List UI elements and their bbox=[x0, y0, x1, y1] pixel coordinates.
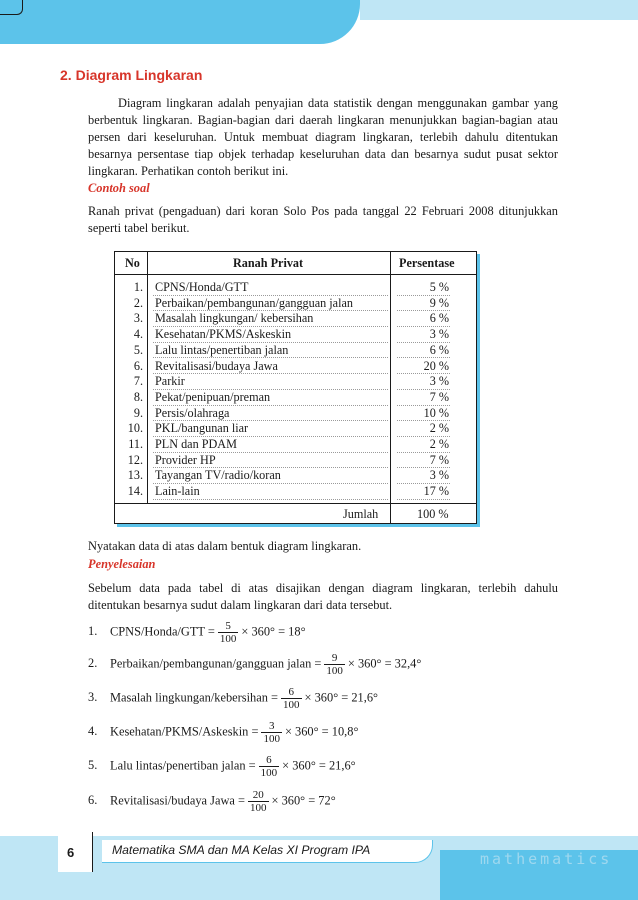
row-ranah: PLN dan PDAM bbox=[155, 437, 237, 451]
calc-result: × 360° = 21,6° bbox=[282, 758, 356, 773]
calc-label: Perbaikan/pembangunan/gangguan jalan = bbox=[110, 656, 322, 671]
table-row bbox=[115, 484, 476, 500]
row-persentase: 5 % bbox=[429, 280, 449, 294]
row-number: 8. bbox=[133, 389, 143, 404]
header-persentase: Persentase bbox=[399, 256, 455, 270]
watermark: mathematics bbox=[480, 850, 613, 868]
table-row bbox=[115, 406, 476, 422]
calculation-line bbox=[88, 686, 378, 711]
solution-paragraph: Sebelum data pada tabel di atas disajikan dengan diagram lingkaran, terlebih dahulu ditentukan besarnya sudut dalam lingkaran dari data tersebut. bbox=[88, 581, 558, 612]
calc-label: Masalah lingkungan/kebersihan = bbox=[110, 690, 279, 705]
fraction bbox=[259, 754, 280, 779]
row-ranah: Tayangan TV/radio/koran bbox=[155, 468, 281, 483]
calc-number: 6. bbox=[88, 793, 98, 808]
row-number: 12. bbox=[127, 452, 143, 467]
fraction-numerator: 20 bbox=[248, 789, 269, 802]
row-number: 9. bbox=[133, 405, 143, 420]
calc-number: 3. bbox=[88, 690, 98, 705]
row-persentase: 7 % bbox=[429, 389, 449, 404]
row-ranah: Kesehatan/PKMS/Askeskin bbox=[155, 327, 292, 342]
calc-result: × 360° = 72° bbox=[271, 793, 336, 808]
row-persentase: 3 % bbox=[429, 468, 449, 483]
section-title bbox=[60, 67, 202, 83]
row-ranah: Perbaikan/pembangunan/gangguan jalan bbox=[155, 295, 353, 310]
row-ranah: CPNS/Honda/GTT bbox=[155, 280, 249, 294]
calc-label: Kesehatan/PKMS/Askeskin = bbox=[110, 724, 259, 739]
calculation-line bbox=[88, 789, 336, 814]
footer bbox=[0, 832, 638, 900]
question-text: Nyatakan data di atas dalam bentuk diagram lingkaran. bbox=[88, 539, 362, 553]
row-number: 6. bbox=[133, 358, 143, 373]
calc-label: Lalu lintas/penertiban jalan = bbox=[110, 758, 256, 773]
row-number: 2. bbox=[133, 295, 143, 310]
header-band bbox=[0, 0, 360, 44]
table-row bbox=[115, 453, 476, 469]
calculation-line bbox=[88, 652, 421, 677]
row-number: 1. bbox=[133, 280, 143, 294]
row-persentase: 6 % bbox=[429, 342, 449, 357]
calc-number: 2. bbox=[88, 656, 98, 671]
fraction-denominator: 100 bbox=[250, 802, 267, 814]
row-persentase: 3 % bbox=[429, 327, 449, 342]
example-paragraph: Ranah privat (pengaduan) dari koran Solo Pos pada tanggal 22 Februari 2008 ditunjukkan seperti tabel berikut. bbox=[88, 204, 558, 235]
row-ranah: Lalu lintas/penertiban jalan bbox=[155, 342, 289, 357]
table-row bbox=[115, 437, 476, 453]
row-number: 5. bbox=[133, 342, 143, 357]
calculation-line bbox=[88, 754, 356, 779]
page-number-box bbox=[58, 832, 93, 872]
row-persentase: 9 % bbox=[429, 295, 449, 310]
calc-result: × 360° = 18° bbox=[241, 624, 306, 639]
row-number: 3. bbox=[133, 311, 143, 326]
row-persentase: 2 % bbox=[429, 421, 449, 436]
row-ranah: Provider HP bbox=[155, 452, 216, 467]
row-persentase: 2 % bbox=[429, 437, 449, 451]
table-row bbox=[115, 280, 476, 296]
calc-number: 5. bbox=[88, 758, 98, 773]
calculation-line bbox=[88, 720, 358, 745]
calc-result: × 360° = 10,8° bbox=[284, 724, 359, 739]
fraction bbox=[281, 686, 302, 711]
row-persentase: 20 % bbox=[423, 358, 449, 373]
table-row bbox=[115, 421, 476, 437]
header-decoration bbox=[0, 0, 638, 46]
calc-number: 4. bbox=[88, 724, 98, 739]
fraction-numerator: 3 bbox=[261, 720, 282, 733]
fraction-denominator: 100 bbox=[219, 633, 237, 645]
row-ranah: Persis/olahraga bbox=[155, 405, 230, 420]
table-row bbox=[115, 296, 476, 312]
calc-number: 1. bbox=[88, 624, 98, 639]
row-ranah: Pekat/penipuan/preman bbox=[155, 389, 271, 404]
row-number: 10. bbox=[127, 421, 143, 436]
row-persentase: 3 % bbox=[429, 374, 449, 389]
total-separator bbox=[115, 503, 476, 504]
table-row bbox=[115, 359, 476, 375]
total-value: 100 % bbox=[417, 507, 449, 521]
fraction-numerator: 6 bbox=[281, 686, 302, 699]
section-title-text: Diagram Lingkaran bbox=[75, 67, 203, 83]
table-row bbox=[115, 468, 476, 484]
row-ranah: Masalah lingkungan/ kebersihan bbox=[155, 311, 314, 326]
table-header-row bbox=[115, 252, 476, 275]
fraction-denominator: 100 bbox=[260, 767, 278, 779]
header-band-light bbox=[360, 0, 638, 20]
calc-result: × 360° = 21,6° bbox=[304, 690, 378, 705]
row-persentase: 17 % bbox=[423, 484, 449, 499]
fraction-denominator: 100 bbox=[326, 665, 343, 677]
total-label: Jumlah bbox=[343, 507, 379, 521]
example-heading: Contoh soal bbox=[88, 181, 150, 195]
fraction-numerator: 5 bbox=[218, 620, 239, 633]
row-persentase: 10 % bbox=[423, 405, 449, 420]
row-persentase: 6 % bbox=[429, 311, 449, 326]
calc-label: CPNS/Honda/GTT = bbox=[110, 624, 215, 639]
calculation-line bbox=[88, 620, 306, 645]
row-ranah: Parkir bbox=[155, 374, 185, 389]
row-number: 4. bbox=[133, 327, 143, 342]
row-ranah: Revitalisasi/budaya Jawa bbox=[155, 358, 278, 373]
table-row bbox=[115, 327, 476, 343]
row-persentase: 7 % bbox=[429, 452, 449, 467]
fraction-numerator: 9 bbox=[324, 652, 345, 665]
row-ranah: PKL/bangunan liar bbox=[155, 421, 249, 436]
row-number: 14. bbox=[127, 484, 143, 499]
fraction bbox=[324, 652, 345, 677]
fraction-numerator: 6 bbox=[259, 754, 280, 767]
data-table bbox=[114, 251, 477, 524]
row-number: 13. bbox=[127, 468, 143, 483]
solution-heading: Penyelesaian bbox=[88, 557, 156, 571]
row-number: 7. bbox=[133, 374, 143, 389]
row-ranah: Lain-lain bbox=[155, 484, 200, 499]
row-number: 11. bbox=[128, 437, 143, 451]
header-tab-mark bbox=[0, 0, 23, 15]
fraction bbox=[261, 720, 282, 745]
fraction-denominator: 100 bbox=[283, 699, 300, 711]
calc-result: × 360° = 32,4° bbox=[347, 656, 422, 671]
table-row bbox=[115, 343, 476, 359]
page-number: 6 bbox=[67, 845, 75, 860]
fraction-denominator: 100 bbox=[263, 733, 280, 745]
calc-label: Revitalisasi/budaya Jawa = bbox=[110, 793, 245, 808]
section-number: 2. bbox=[60, 67, 72, 83]
table-row bbox=[115, 390, 476, 406]
table-row bbox=[115, 374, 476, 390]
fraction bbox=[248, 789, 269, 814]
header-no: No bbox=[125, 256, 140, 270]
fraction bbox=[218, 620, 239, 645]
book-title: Matematika SMA dan MA Kelas XI Program IPA bbox=[112, 843, 371, 857]
intro-paragraph: Diagram lingkaran adalah penyajian data statistik dengan menggunakan gambar yang berbentuk lingkaran. Bagian-bagian dari daerah lingkaran menunjukkan bagian-bagian atau persen dari keseluruhan. Untuk membuat diagram lingkaran, terlebih dahulu ditentukan besarnya persentase tiap objek terhadap keseluruhan data dan besarnya sudut pusat sektor lingkaran. Perhatikan contoh berikut ini. bbox=[88, 96, 558, 178]
header-ranah: Ranah Privat bbox=[233, 256, 304, 270]
table-row bbox=[115, 311, 476, 327]
